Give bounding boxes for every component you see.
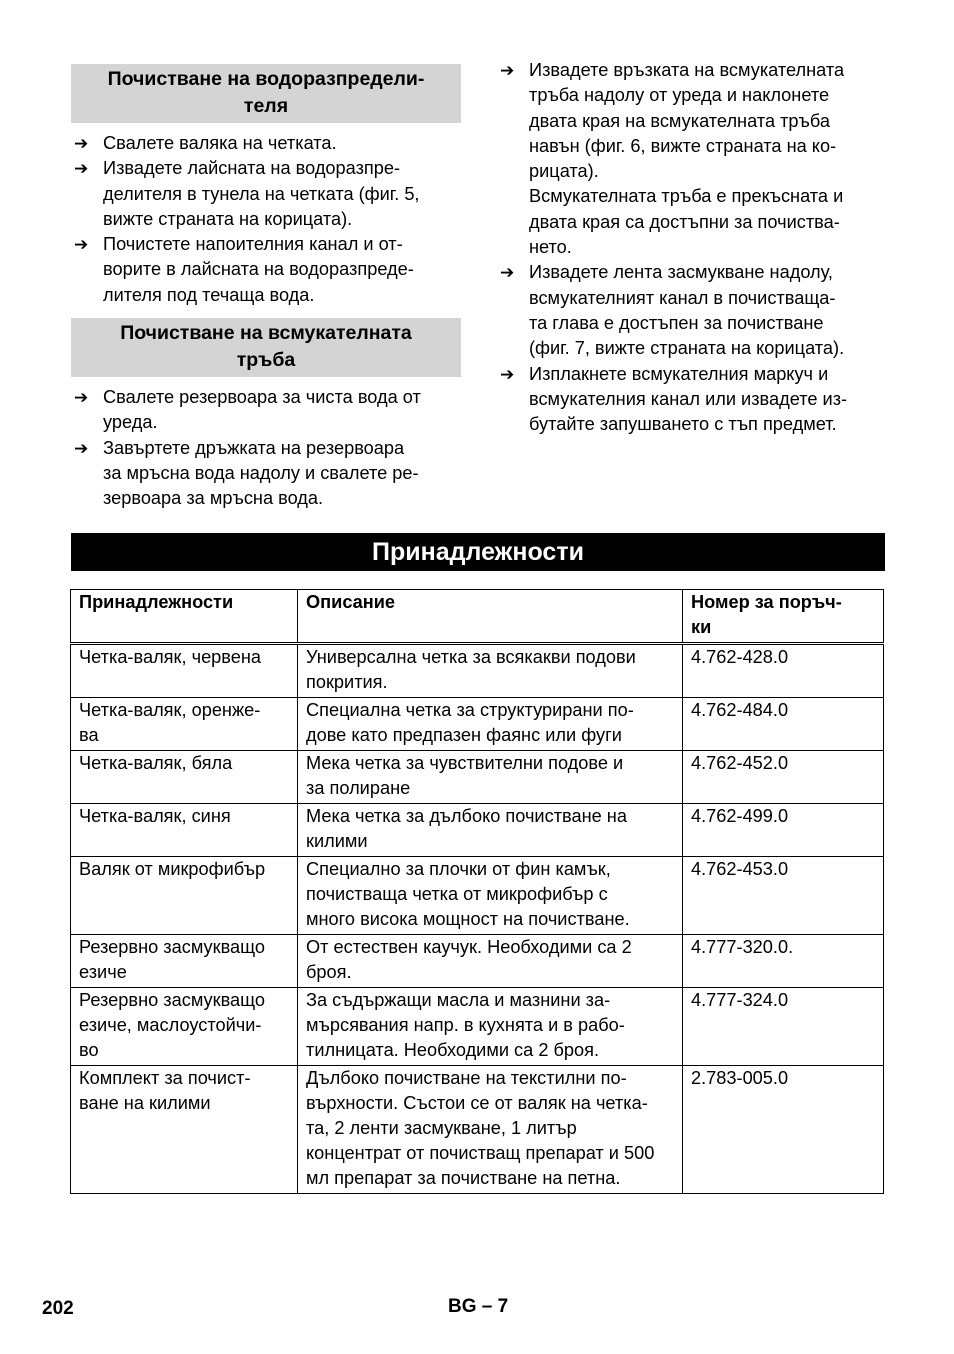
accessory-name: Резервно засмукващо езиче bbox=[71, 935, 298, 988]
page-number: 202 bbox=[42, 1298, 74, 1319]
table-row bbox=[71, 935, 884, 988]
accessory-name: Четка-валяк, оренже- ва bbox=[71, 698, 298, 751]
suction-pipe-steps-continued bbox=[497, 58, 887, 437]
table-row bbox=[71, 857, 884, 935]
accessories-table bbox=[70, 589, 884, 1194]
accessory-name: Четка-валяк, червена bbox=[71, 644, 298, 698]
left-column bbox=[71, 64, 461, 512]
arrow-right-icon: ➔ bbox=[500, 263, 515, 283]
table-row bbox=[71, 644, 884, 698]
accessory-name: Четка-валяк, бяла bbox=[71, 751, 298, 804]
arrow-right-icon: ➔ bbox=[74, 159, 89, 179]
accessory-description: Универсална четка за всякакви подови покрития. bbox=[298, 644, 683, 698]
accessory-description: Специална четка за структурирани по- дове като предпазен фаянс или фуги bbox=[298, 698, 683, 751]
list-item: ➔ Извадете лайсната на водоразпре- делителя в тунела на четката (фиг. 5, вижте страната на корицата). bbox=[74, 158, 420, 229]
table-header-row bbox=[71, 590, 884, 644]
accessory-description: Специално за плочки от фин камък, почистваща четка от микрофибър с много висока мощност на почистване. bbox=[298, 857, 683, 935]
list-item: ➔ Свалете резервоара за чиста вода от уреда. bbox=[74, 387, 421, 433]
table-row bbox=[71, 1066, 884, 1194]
accessory-name: Валяк от микрофибър bbox=[71, 857, 298, 935]
accessory-description: За съдържащи масла и мазнини за- мърсявания напр. в кухнята и в рабо- тилницата. Необходими са 2 броя. bbox=[298, 988, 683, 1066]
accessory-description: Дълбоко почистване на текстилни по- върхности. Състои се от валяк на четка- та, 2 ленти засмукване, 1 литър концентрат от почистващ препарат и 500 мл препарат за почистване на петна. bbox=[298, 1066, 683, 1194]
suction-pipe-steps bbox=[71, 385, 461, 511]
arrow-right-icon: ➔ bbox=[74, 438, 89, 458]
right-column bbox=[497, 58, 887, 437]
table-row bbox=[71, 698, 884, 751]
table-row bbox=[71, 751, 884, 804]
accessory-order-number: 4.762-484.0 bbox=[683, 698, 884, 751]
accessories-banner: Принадлежности bbox=[71, 533, 885, 571]
step-note: Всмукателната тръба е прекъсната и двата края са достъпни за почиства- нето. bbox=[529, 186, 844, 258]
section-heading-water-distributor: Почистване на водоразпредели- теля bbox=[71, 64, 461, 123]
section-heading-suction-pipe: Почистване на всмукателната тръба bbox=[71, 318, 461, 377]
accessory-description: Мека четка за дълбоко почистване на килими bbox=[298, 804, 683, 857]
accessory-description: От естествен каучук. Необходими са 2 броя. bbox=[298, 935, 683, 988]
accessory-description: Мека четка за чувствителни подове и за полиране bbox=[298, 751, 683, 804]
accessory-order-number: 4.762-499.0 bbox=[683, 804, 884, 857]
accessory-order-number: 4.762-428.0 bbox=[683, 644, 884, 698]
list-item: ➔ Свалете валяка на четката. bbox=[71, 131, 461, 156]
table-row bbox=[71, 804, 884, 857]
column-header-description: Описание bbox=[298, 590, 683, 644]
accessory-order-number: 4.777-324.0 bbox=[683, 988, 884, 1066]
arrow-right-icon: ➔ bbox=[500, 364, 515, 384]
accessory-name: Комплект за почист- ване на килими bbox=[71, 1066, 298, 1194]
list-item: ➔ Изплакнете всмукателния маркуч и всмукателния канал или извадете из- бутайте запушването с тъп предмет. bbox=[500, 363, 848, 435]
arrow-right-icon: ➔ bbox=[500, 61, 515, 80]
list-item: ➔ Почистете напоителния канал и от- ворите в лайсната на водоразпреде- лителя под течаща вода. bbox=[74, 234, 414, 305]
accessory-order-number: 4.777-320.0. bbox=[683, 935, 884, 988]
column-header-order-number: Номер за поръч- ки bbox=[683, 590, 884, 644]
accessory-name: Резервно засмукващо езиче, маслоустойчи- во bbox=[71, 988, 298, 1066]
accessory-order-number: 4.762-453.0 bbox=[683, 857, 884, 935]
arrow-right-icon: ➔ bbox=[74, 134, 89, 153]
accessory-name: Четка-валяк, синя bbox=[71, 804, 298, 857]
water-distributor-steps bbox=[71, 131, 461, 308]
language-page-label: BG – 7 bbox=[448, 1296, 509, 1317]
accessory-order-number: 2.783-005.0 bbox=[683, 1066, 884, 1194]
table-row bbox=[71, 988, 884, 1066]
list-item: ➔ Завъртете дръжката на резервоара за мръсна вода надолу и свалете ре- зервоара за мръсна вода. bbox=[74, 437, 419, 509]
list-item: ➔ Извадете връзката на всмукателната тръба надолу от уреда и наклонете двата края на всмукателната тръба навън (фиг. 6, вижте страната на ко- рицата). Всмукателната тръба е прекъсната и двата края са достъпни за почиства- нето. bbox=[497, 58, 887, 260]
list-item: ➔ Извадете лента засмукване надолу, всмукателният канал в почистваща- та глава е достъпен за почистване (фиг. 7, вижте страната на корицата). bbox=[500, 262, 845, 359]
arrow-right-icon: ➔ bbox=[74, 235, 89, 255]
accessory-order-number: 4.762-452.0 bbox=[683, 751, 884, 804]
column-header-accessories: Принадлежности bbox=[71, 590, 298, 644]
arrow-right-icon: ➔ bbox=[74, 388, 89, 408]
